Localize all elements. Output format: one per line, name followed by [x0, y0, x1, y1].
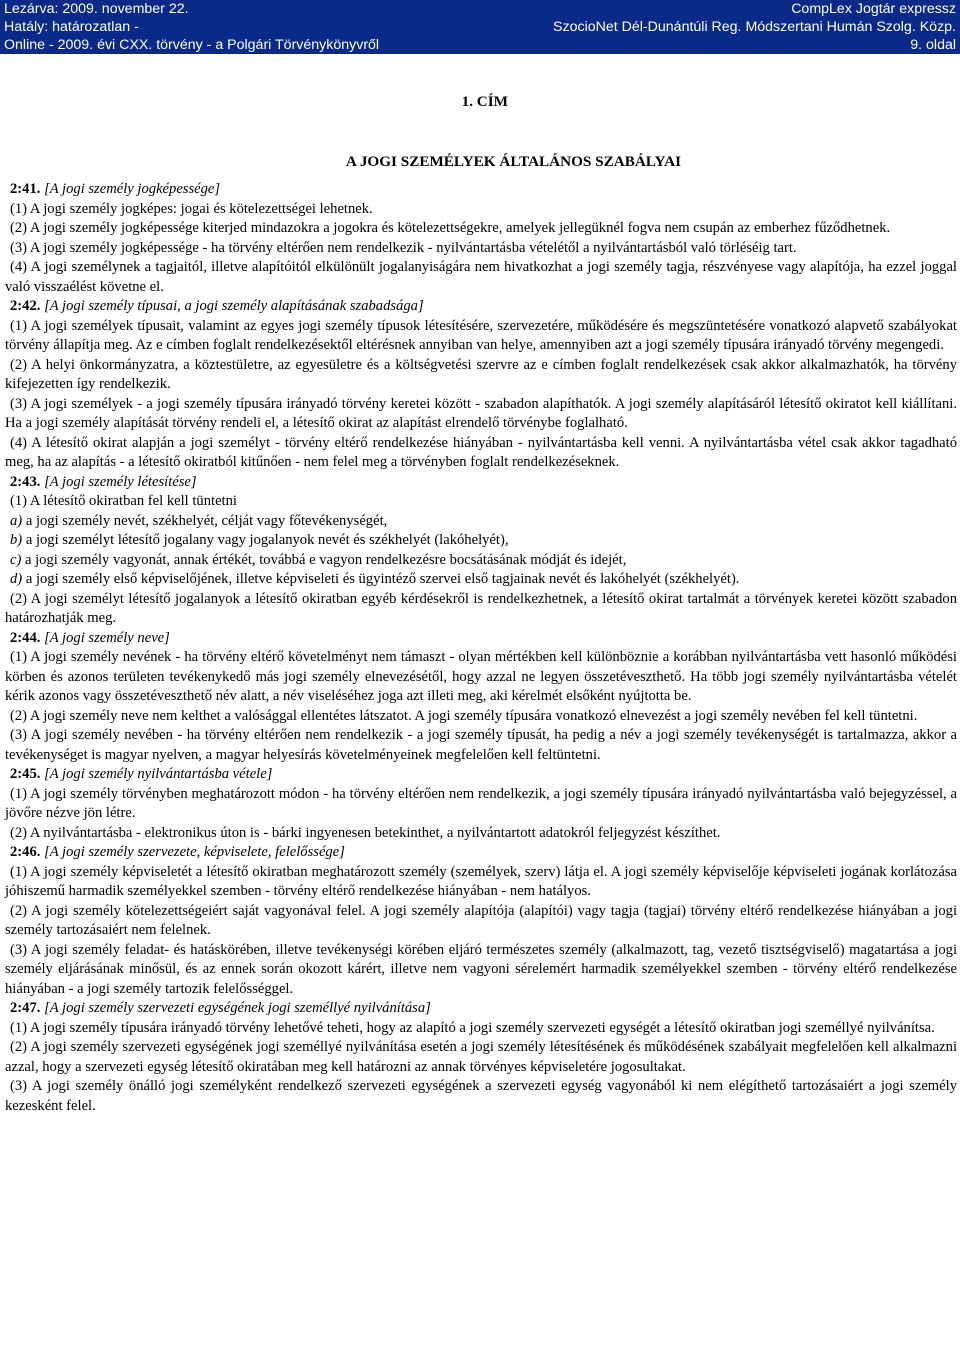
paragraph: (2) A nyilvántartásba - elektronikus úton is - bárki ingyenesen betekinthet, a nyilvántartott adatokról feljegyzést készíthet. — [10, 824, 721, 841]
header-page-number: 9. oldal — [910, 37, 956, 53]
list-item-text: a jogi személyt létesítő jogalany vagy jogalanyok nevét és székhelyét (lakóhelyét), — [25, 532, 509, 548]
section-heading — [5, 999, 957, 1019]
header-validity: Hatály: határozatlan - — [4, 19, 139, 35]
list-item-label: b) — [10, 532, 23, 548]
list-item — [5, 570, 957, 590]
paragraph: (2) A jogi személy szervezeti egységének jogi személlyé nyilvánítása esetén a jogi személy létesítésének és működésének szabályait megfelelően kell alkalmazni azzal, hogy a szervezeti egység létesítő okiratában meg kell határozni az annak törvényes képviseletére jogosultakat. — [5, 1039, 957, 1075]
paragraph: (3) A jogi személy jogképessége - ha törvény eltérően nem rendelkezik - nyilvántartásba vételétől a nyilvántartásból való törléséig tart. — [10, 239, 797, 256]
section-heading — [5, 765, 957, 785]
list-item-label: d) — [10, 571, 23, 587]
section-title-link[interactable] — [44, 298, 424, 314]
section-title-link[interactable] — [44, 474, 197, 490]
section-heading — [5, 297, 957, 317]
document-body — [5, 92, 957, 1116]
paragraph: (2) A jogi személyt létesítő jogalanyok a létesítő okiratban egyéb kérdésekről is rendelkezhetnek, a létesítő okirat tartalmát a törvények keretei között szabadon határozhatják meg. — [5, 590, 957, 626]
section-title-link[interactable] — [44, 766, 272, 782]
section-title-link[interactable] — [44, 844, 345, 860]
header-right — [553, 0, 956, 54]
section-title: [A jogi személy neve] — [44, 629, 170, 646]
section-title: [A jogi személy szervezeti egységének jogi személlyé nyilvánítása] — [44, 1000, 431, 1016]
section-heading — [5, 180, 957, 200]
paragraph-list — [5, 180, 957, 1116]
paragraph: (1) A jogi személyek típusait, valamint az egyes jogi személy típusok létesítésére, szervezetére, működésére és megszüntetésére vonatkozó alapvető szabályokat törvény állapítja meg. Az e címben foglalt rendelkezésektől eltérésnek annyiban van helye, amennyiben azt a jogi személy típusára irányadó törvény megengedi. — [5, 317, 957, 353]
section-title: [A jogi személy szervezete, képviselete, felelőssége] — [44, 844, 345, 860]
paragraph: (1) A jogi személy képviseletét a létesítő okiratban meghatározott személy (személyek, szerv) látja el. A jogi személy képviselője képviseleti jogának korlátozása jóhiszemű harmadik személyekkel szemben - törvény eltérő rendelkezése hiányában - nem hatályos. — [5, 863, 957, 899]
paragraph: (2) A jogi személy neve nem kelthet a valósággal ellentétes látszatot. A jogi személy típusára vonatkozó elnevezést a jogi személy nevében fel kell tüntetni. — [10, 707, 918, 724]
section-heading — [5, 473, 957, 493]
header-closing-date: Lezárva: 2009. november 22. — [4, 1, 189, 17]
paragraph: (4) A létesítő okirat alapján a jogi személyt - törvény eltérő rendelkezése hiányában - nyilvántartásba kell venni. A nyilvántartásba vétel csak akkor tagadható meg, ha az alapítás - a létesítő okiratból kitűnően - nem felel meg a törvényben foglalt rendelkezéseknek. — [5, 434, 957, 470]
section-heading — [5, 843, 957, 863]
paragraph: (1) A jogi személy típusára irányadó törvény lehetővé teheti, hogy az alapító a jogi személy szervezeti egységét a létesítő okiratban jogi személlyé nyilvánítsa. — [10, 1019, 935, 1036]
paragraph: (3) A jogi személy feladat- és hatáskörében, illetve tevékenységi körében eljáró természetes személy (alkalmazott, tag, vezető tisztségviselő) magatartása a jogi személy eljárásának minősül, és az ennek során okozott kárért, illetve nem vagyoni sérelemért harmadik személyekkel szemben - törvény eltérő rendelkezése hiányában - a jogi személy tartozik felelősséggel. — [5, 941, 957, 997]
list-item-label: a) — [10, 512, 23, 529]
section-title: [A jogi személy létesítése] — [44, 473, 197, 490]
section-number: 2:42. — [10, 298, 41, 314]
section-number: 2:46. — [10, 844, 41, 860]
section-number: 2:45. — [10, 766, 41, 782]
section-number: 2:43. — [10, 473, 41, 490]
list-item-label: c) — [10, 551, 22, 568]
list-item — [5, 512, 957, 532]
section-title: [A jogi személy jogképessége] — [44, 181, 221, 197]
section-number: 2:44. — [10, 629, 41, 646]
section-title-link[interactable] — [44, 181, 220, 197]
section-number: 2:41. — [10, 181, 41, 197]
header-organization: SzocioNet Dél-Dunántúli Reg. Módszertani Humán Szolg. Közp. — [553, 19, 956, 35]
paragraph: (3) A jogi személy önálló jogi személyként rendelkező szervezeti egységének a szervezeti egység vagyonából ki nem elégíthető tartozásaiért a jogi személy kezesként felel. — [5, 1078, 957, 1114]
header-product-name: CompLex Jogtár expressz — [791, 1, 956, 17]
header-law-title: Online - 2009. évi CXX. törvény - a Polgári Törvénykönyvről — [4, 37, 380, 53]
paragraph: (2) A helyi önkormányzatra, a köztestületre, az egyesületre és a költségvetési szervre az e címben foglalt rendelkezések csak akkor alkalmazhatók, ha törvény kifejezetten így rendelkezik. — [5, 356, 957, 392]
paragraph: (2) A jogi személy kötelezettségeiért saját vagyonával felel. A jogi személy alapítója (alapítói) vagy tagja (tagjai) törvény eltérő rendelkezése hiányában a jogi személy tartozásaiért nem felelnek. — [5, 902, 957, 938]
header-left — [4, 0, 379, 54]
part-title: 1. CÍM — [461, 93, 508, 110]
document-header — [0, 0, 960, 54]
paragraph: (3) A jogi személyek - a jogi személy típusára irányadó törvény keretei között - szabadon alapíthatók. A jogi személy alapításáról létesítő okiratot kell kiállítani. Ha a jogi személy alapítását törvény rendeli el, a létesítő okirat az alapítást elrendelő törvénybe foglalható. — [5, 395, 957, 431]
paragraph: (1) A jogi személy jogképes: jogai és kötelezettségei lehetnek. — [10, 200, 373, 217]
section-heading — [5, 629, 957, 649]
paragraph: (1) A jogi személy törvényben meghatározott módon - ha törvény eltérően nem rendelkezik, a jogi személy típusára irányadó nyilvántartásba való bejegyzéssel, a jövőre nézve jön létre. — [5, 785, 957, 821]
section-title-link[interactable] — [44, 1000, 431, 1016]
paragraph: (3) A jogi személy nevében - ha törvény eltérően nem rendelkezik - a jogi személy típusát, ha pedig a név a jogi személy tevékenységét is tartalmazza, akkor a tevékenységet is magyar nyelven, a magyar helyesírás követelményeinek megfelelően kell feltüntetni. — [5, 727, 957, 763]
paragraph: (1) A jogi személy nevének - ha törvény eltérő követelményt nem támaszt - olyan mértékben kell különböznie a korábban nyilvántartásba vett hasonló működési körben és azonos területen tevékenykedő más jogi személy elnevezésétől, hogy azzal ne legyen összetéveszthető. Ha több jogi személy nyilvántartásba vételét kérik azonos vagy összetéveszthető név alatt, a név viseléséhez joga azt illeti meg, aki kérelmét elsőként nyújtotta be. — [5, 649, 957, 704]
section-title: [A jogi személy nyilvántartásba vétele] — [44, 766, 273, 782]
list-item — [5, 531, 957, 551]
list-item-text: a jogi személy nevét, székhelyét, célját vagy főtevékenységét, — [25, 512, 388, 529]
chapter-title: A JOGI SZEMÉLYEK ÁLTALÁNOS SZABÁLYAI — [345, 153, 681, 170]
list-item-text: a jogi személy első képviselőjének, illetve képviseleti és ügyintéző szervei első tagjainak nevét és lakóhelyét (székhelyét). — [25, 571, 740, 587]
section-number: 2:47. — [10, 1000, 41, 1016]
paragraph: (2) A jogi személy jogképessége kiterjed mindazokra a jogokra és kötelezettségekre, amelyek jellegüknél fogva nem csupán az emberhez fűződhetnek. — [10, 220, 891, 236]
section-title-link[interactable] — [44, 630, 170, 646]
list-item — [5, 551, 957, 571]
list-item-text: a jogi személy vagyonát, annak értékét, továbbá e vagyon rendelkezésre bocsátásának módját és idejét, — [25, 551, 627, 568]
paragraph: (1) A létesítő okiratban fel kell tüntetni — [10, 493, 237, 509]
paragraph: (4) A jogi személynek a tagjaitól, illetve alapítóitól elkülönült jogalanyiságára nem hivatkozhat a jogi személy tagja, részvényese vagy alapítója, ha ezzel joggal való visszaélést követne el. — [5, 259, 957, 295]
section-title: [A jogi személy típusai, a jogi személy alapításának szabadsága] — [44, 298, 424, 314]
